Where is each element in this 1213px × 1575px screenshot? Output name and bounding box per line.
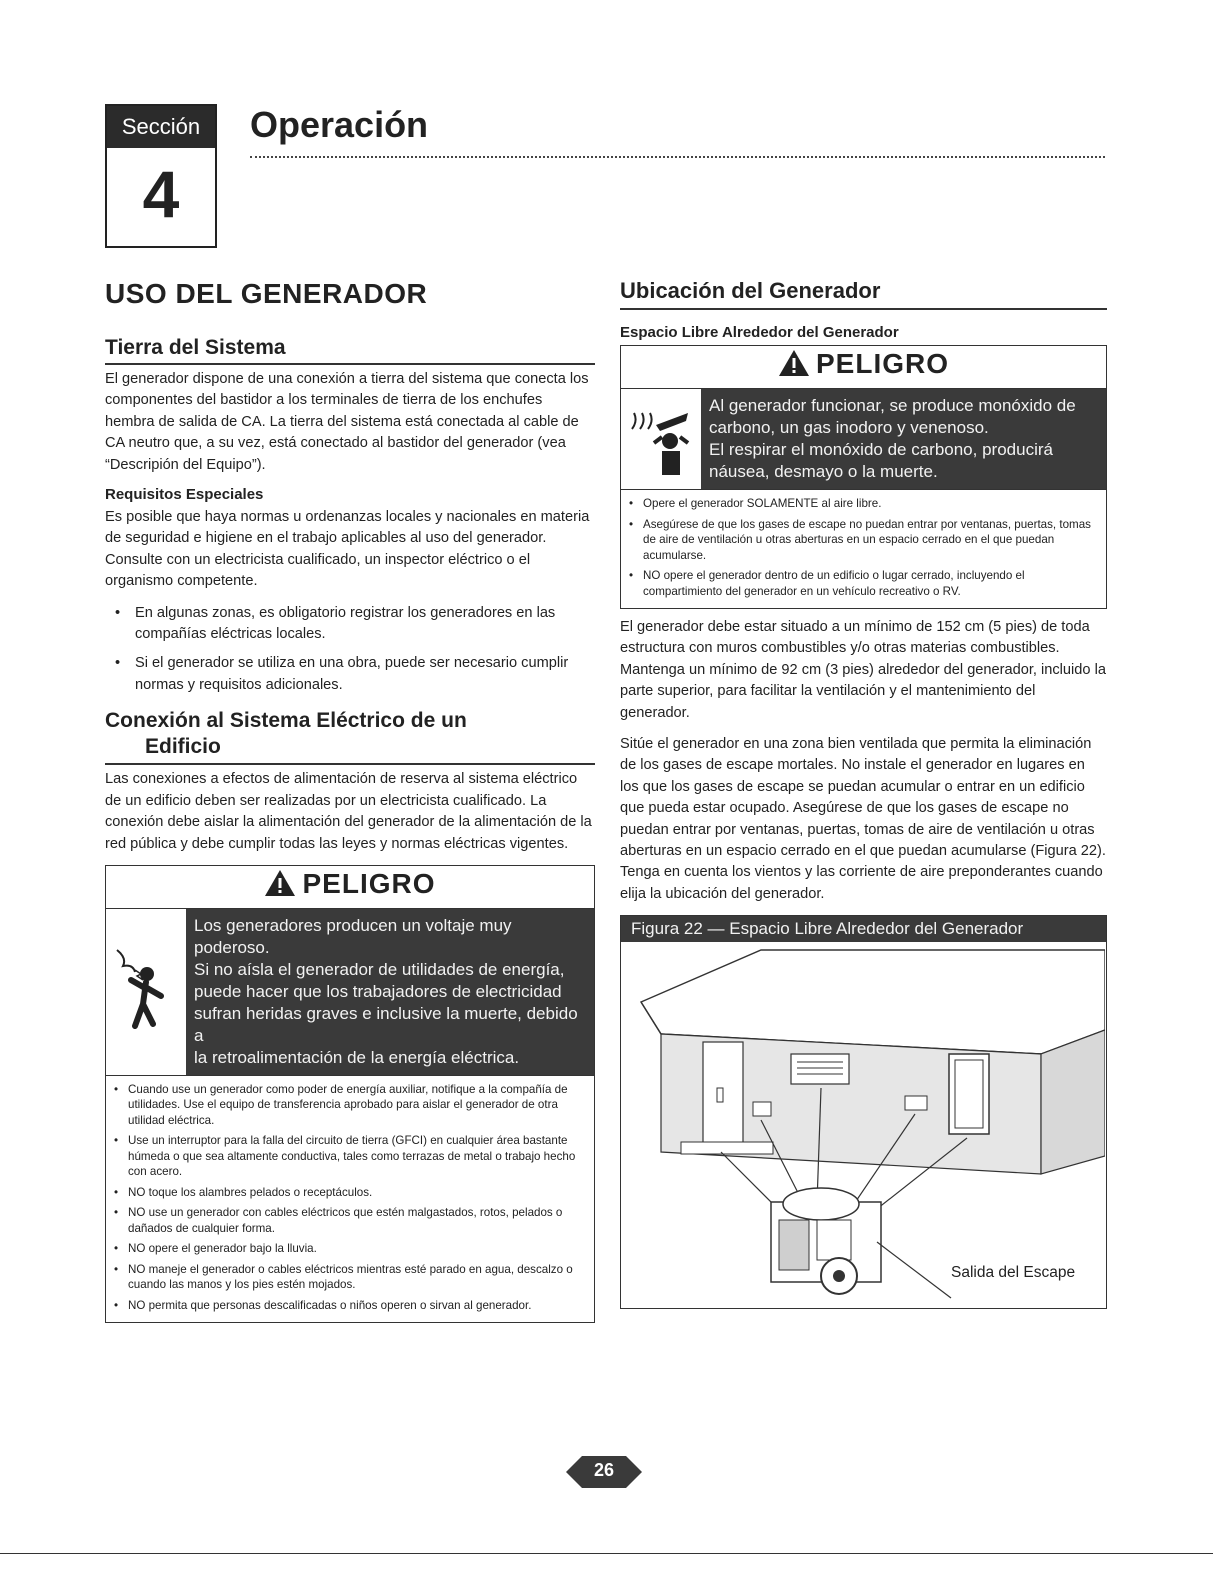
list-item: • Asegúrese de que los gases de escape no puedan entrar por ventanas, puertas, tomas de aire de ventilación u otras aberturas en un espacio cerrado en el que puedan acumularse. bbox=[629, 517, 1098, 564]
warning-triangle-icon bbox=[264, 869, 296, 904]
danger-message bbox=[186, 909, 594, 1075]
danger-message bbox=[701, 389, 1106, 489]
location-paragraph-2: Sitúe el generador en una zona bien ventilada que permita la eliminación de los gases de escape mortales. No instale el generador en lugares en los que los gases de escape se puedan acumular o entrar en un edificio que pueda estar ocupado. Asegúrese de que los gases de escape no puedan entrar por ventanas, puertas, tomas de aire de ventilación u otras aberturas en un espacio cerrado en el que puedan acumularse (Figura 22). Tenga en cuenta los vientos y las corriente de aire preponderantes cuando elija la ubicación del generador. bbox=[620, 736, 1106, 902]
danger-message-line: Si no aísla el generador de utilidades de energía, bbox=[194, 959, 565, 979]
list-item: • En algunas zonas, es obligatorio registrar los generadores en las compañías eléctricas locales. bbox=[105, 603, 595, 646]
list-item: • NO maneje el generador o cables eléctricos mientras esté parado en agua, descalzo o cuando las manos y los pies estén mojados. bbox=[114, 1262, 586, 1293]
toxic-fumes-icon bbox=[621, 389, 701, 489]
page-title: Operación bbox=[250, 104, 429, 145]
figure-illustration bbox=[621, 942, 1106, 1308]
danger-body bbox=[621, 389, 1106, 490]
list-item: • Cuando use un generador como poder de energía auxiliar, notifique a la compañía de utilidades. Use el equipo de transferencia aprobado para aislar el generador de otra utilidad eléctrica. bbox=[114, 1082, 586, 1129]
danger-message-line: sufran heridas graves e inclusive la muerte, debido a bbox=[194, 1003, 578, 1045]
main-heading: USO DEL GENERADOR bbox=[105, 278, 428, 309]
danger-title: PELIGRO bbox=[302, 867, 436, 899]
page-number: 26 bbox=[593, 1460, 615, 1480]
danger-message-line: Los generadores producen un voltaje muy poderoso. bbox=[194, 915, 512, 957]
danger-message-line: El respirar el monóxido de carbono, producirá bbox=[709, 440, 1053, 459]
electric-shock-icon bbox=[106, 909, 186, 1075]
connection-heading-line2: Edificio bbox=[145, 735, 221, 759]
footer-rule bbox=[0, 1553, 1213, 1554]
warning-triangle-icon bbox=[778, 349, 810, 384]
connection-heading-line1: Conexión al Sistema Eléctrico de un bbox=[105, 709, 467, 733]
danger-list bbox=[621, 490, 1106, 608]
ground-paragraph: El generador dispone de una conexión a tierra del sistema que conecta los componentes del bastidor a los terminales de tierra de los enchufes hembra de salida de CA. La tierra del sistema está conectada al cable de CA neutro que, a su vez, está conectado al bastidor del generador (vea “Descripión del Equipo”). bbox=[105, 371, 589, 473]
figure-title: Figura 22 — Espacio Libre Alrededor del Generador bbox=[621, 916, 1106, 942]
connection-paragraph: Las conexiones a efectos de alimentación de reserva al sistema eléctrico de un edificio deben ser realizadas por un electricista cualificado. La conexión debe aislar la alimentación del generador de la alimentación de la red pública y debe cumplir todas las leyes y normas eléctricas vigentes. bbox=[105, 771, 592, 852]
clearance-subheading: Espacio Libre Alrededor del Generador bbox=[620, 324, 899, 341]
danger-box-shock bbox=[105, 865, 595, 1324]
title-rule bbox=[250, 156, 1105, 158]
connection-heading bbox=[105, 708, 595, 765]
list-item: • NO opere el generador dentro de un edificio o lugar cerrado, incluyendo el compartimiento del generador en un vehículo recreativo o RV. bbox=[629, 568, 1098, 599]
danger-message-line: puede hacer que los trabajadores de electricidad bbox=[194, 981, 562, 1001]
danger-message-line: náusea, desmayo o la muerte. bbox=[709, 462, 938, 481]
list-item: • Si el generador se utiliza en una obra, puede ser necesario cumplir normas y requisitos adicionales. bbox=[105, 653, 595, 696]
list-item: • Opere el generador SOLAMENTE al aire libre. bbox=[629, 496, 1098, 512]
list-item: • NO toque los alambres pelados o receptáculos. bbox=[114, 1185, 586, 1201]
ground-heading: Tierra del Sistema bbox=[105, 336, 595, 365]
danger-message-line: carbono, un gas inodoro y venenoso. bbox=[709, 418, 989, 437]
danger-title: PELIGRO bbox=[815, 348, 949, 379]
danger-box-fumes bbox=[620, 345, 1107, 609]
requirements-list bbox=[105, 603, 595, 697]
list-item: • NO use un generador con cables eléctricos que estén malgastados, rotos, pelados o dañados de cualquier forma. bbox=[114, 1205, 586, 1236]
list-item: • Use un interruptor para la falla del circuito de tierra (GFCI) en cualquier área bastante húmeda o que sea altamente conductiva, tales como terrazas de metal o trabajo hecho con acero. bbox=[114, 1133, 586, 1180]
exhaust-callout: Salida del Escape bbox=[951, 1264, 1076, 1282]
requirements-paragraph: Es posible que haya normas u ordenanzas locales y nacionales en materia de seguridad e higiene en el trabajo aplicables al uso del generador. Consulte con un electricista cualificado, un inspector eléctrico o el organismo competente. bbox=[105, 509, 590, 590]
danger-body bbox=[106, 909, 594, 1076]
location-paragraph-1: El generador debe estar situado a un mínimo de 152 cm (5 pies) de toda estructura con muros combustibles y/o otras materias combustibles. Mantenga un mínimo de 92 cm (3 pies) alrededor del generador, incluido la parte superior, para facilitar la ventilación y el mantenimiento del generador. bbox=[620, 619, 1106, 721]
danger-header bbox=[106, 866, 594, 909]
section-label: Sección bbox=[107, 106, 215, 148]
figure-22 bbox=[620, 915, 1107, 1309]
right-column bbox=[620, 278, 1107, 1309]
location-heading: Ubicación del Generador bbox=[620, 278, 1107, 310]
section-number: 4 bbox=[142, 157, 180, 231]
danger-message-line: Al generador funcionar, se produce monóxido de bbox=[709, 396, 1076, 415]
danger-message-line: la retroalimentación de la energía eléctrica. bbox=[194, 1047, 520, 1067]
section-box bbox=[105, 104, 217, 248]
danger-list bbox=[106, 1076, 594, 1323]
requirements-heading: Requisitos Especiales bbox=[105, 486, 264, 504]
left-column bbox=[105, 278, 595, 1323]
building-generator-drawing bbox=[621, 942, 1105, 1308]
list-item: • NO permita que personas descalificadas o niños operen o sirvan al generador. bbox=[114, 1298, 586, 1314]
list-item: • NO opere el generador bajo la lluvia. bbox=[114, 1241, 586, 1257]
page-number-badge bbox=[566, 1452, 642, 1492]
danger-header bbox=[621, 346, 1106, 389]
